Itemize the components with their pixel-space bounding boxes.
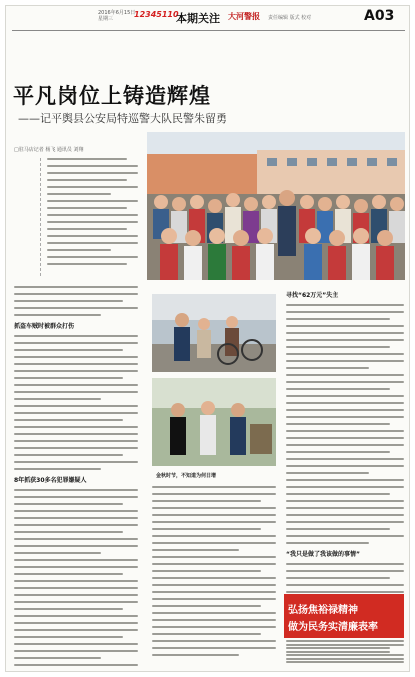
main-photo [147,132,405,280]
header-rule [12,30,405,31]
column-1 [14,286,138,672]
photo-caption: 金秋时节，不知道为何日增 [156,473,217,479]
header-hotline: 12345110 [134,10,179,19]
section-heading-2: 8年抓获30多名犯罪嫌疑人 [14,477,87,484]
main-photo-image [147,132,405,280]
page-header [6,6,410,30]
column-2 [152,486,276,661]
section-heading-4: “我只是做了我该做的事情” [286,551,360,558]
page-number: A03 [364,8,395,24]
column-3-bottom [286,644,404,665]
header-logo: 大河警报 [228,12,260,21]
section-heading-3: 寻找“62万元”失主 [286,292,339,299]
header-section: 本期关注 [176,12,220,25]
slogan-banner [284,594,404,638]
newspaper-page [5,5,410,672]
header-meta: 责任编辑 版式 校对 [268,15,312,21]
photo-officers-outdoors [152,378,276,466]
article-subtitle: ——记平舆县公安局特巡警大队民警朱留勇 [18,112,227,125]
section-heading-1: 抓盗车贼时被群众打伤 [14,323,75,330]
photo-officer-with-residents [152,294,276,372]
header-date: 2016年6月15日 星期三 [98,10,136,22]
article-byline: □驻马店记者 杨飞 通讯员 刘翔 [14,147,84,153]
banner-line-2: 做为民务实清廉表率 [288,622,378,633]
photo-officer-image [152,294,276,372]
article-title: 平凡岗位上铸造辉煌 [13,83,211,108]
banner-line-1: 弘扬焦裕禄精神 [288,605,358,616]
lead-text-block [40,158,138,276]
photo-outdoors-image [152,378,276,466]
